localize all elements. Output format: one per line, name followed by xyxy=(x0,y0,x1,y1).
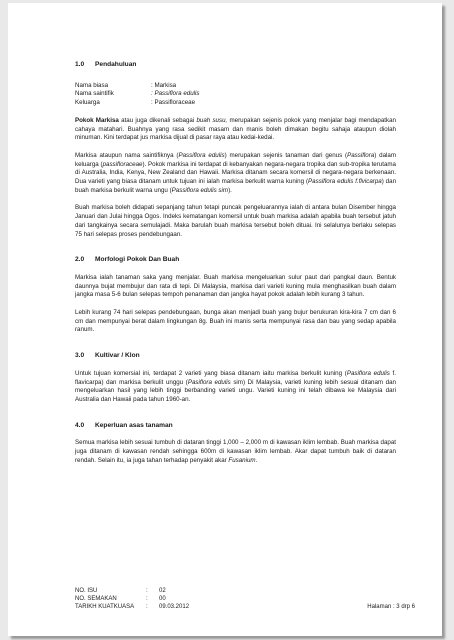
paragraph-1: Pokok Markisa atau juga dikenali sebagai buah susu, merupakan sejenis pokok yang menjalar bagi mendapatkan cahaya matahari. Buahnya yang rasa sedikit masam dan manis boleh dimakan begitu sahaja ataupun diolah minuman. Kini terdapat jus markisa dijual di pasar raya atau kedai-kedai. xyxy=(75,116,396,142)
paragraph-3: Buah markisa boleh didapati sepanjang tahun tetapi puncak pengeluarannya ialah di antara bulan Disember hingga Januari dan Julai hingga Ogos. Indeks kematangan komersil untuk buah markisa adalah apabila buah tersebut jatuh dari tangkainya secara semulajadi. Maka barulah buah markisa tersebut boleh dituai. Ini selalunya berlaku selepas 75 hari selepas proses pendebungaan. xyxy=(75,204,396,238)
nama-biasa-row: Nama biasa : Markisa xyxy=(75,81,177,89)
footer-row-tarikh: TARIKH KUATKUASA : 09.03.2012 Halaman : 3 drp 6 xyxy=(75,604,415,611)
paragraph-5: Lebih kurang 74 hari selepas pendebungaan, bunga akan menjadi buah yang bujur berukuran kira-kira 7 cm dan 6 cm dan mempunyai berat dalam lingkungan 8g. Buah ini manis serta mempunyai rasa dan bau yang sedap apabila ranum. xyxy=(75,309,396,334)
keluarga-row: Keluarga : Passifloraceae xyxy=(75,99,196,107)
paragraph-2: Markisa ataupun nama saintifiknya (Passiflora edulis) merupakan sejenis tanaman dari genus (Passiflora) dalam keluarga (passifloraceae). Pokok markisa ini terdapat di kebanyakan negara-negara tropika dan sub-tropika terutama di Australia, India, Kenya, New Zealand dan Hawaii. Markisa ditanam secara komersil di negara-negara berkenaan. Dua varieti yang biasa ditanam untuk tujuan ini ialah markisa berkulit warna kuning (Passiflora edulis f.flvicarpa) dan buah markisa berkulit warna ungu (Passiflora edulis sim). xyxy=(75,151,397,194)
section-heading-3: 3.0 Kultivar / Klon xyxy=(75,352,140,360)
page-number: Halaman : 3 drp 6 xyxy=(367,604,415,611)
document-body xyxy=(75,61,396,466)
document-page xyxy=(8,3,442,636)
paragraph-7: Semua markisa lebih sesuai tumbuh di dataran tinggi 1,000 – 2,000 m di kawasan iklim lembab. Buah markisa dapat juga ditanam di kawasan rendah sehingga 600m di kawasan iklim lembab. Akar dapat tumbuh baik di dataran rendah. Selain itu, ia juga tahan terhadap penyakit akar Fusanium. xyxy=(75,439,396,464)
plant-info xyxy=(75,82,396,108)
footer-row-isu: NO. ISU : 02 xyxy=(75,588,166,594)
footer-row-semakan: NO. SEMAKAN : 00 xyxy=(75,596,166,603)
nama-saintifik-row: Nama saintifik : Passiflora edulis xyxy=(75,90,200,98)
section-heading-2: 2.0 Morfologi Pokok Dan Buah xyxy=(75,256,180,264)
paragraph-4: Markisa ialah tanaman saka yang menjalar. Buah markisa mengeluarkan sulur paut dari pangkal daun. Bentuk daunnya bujat membujur dan rata di tepi. Di Malaysia, markisa dari varieti kuning mula menghasilkan buah dalam jangka masa 5-6 bulan selepas tempoh penanaman dan jangka hayat pokok adalah lebih kurang 3 tahun. xyxy=(75,273,396,299)
section-heading-4: 4.0 Keperluan asas tanaman xyxy=(75,421,173,429)
paragraph-6: Untuk tujuan komersial ini, terdapat 2 varieti yang biasa ditanam iaitu markisa berkulit kuning (Pasiflora edulis f. flavicarpa) dan markisa berkulit unggu (Pasiflora edulis sim) Di Malaysia, varieti kuning lebih sesuai ditanam dan mengeluarkan hasil yang lebih tinggi berbanding varieti ungu. Varieti kuning ini telah dibawa ke Malaysia dari Australia dan Hawaii pada tahun 1960-an. xyxy=(75,369,396,403)
document-footer xyxy=(75,587,415,612)
section-heading-1: 1.0 Pendahuluan xyxy=(75,61,137,68)
